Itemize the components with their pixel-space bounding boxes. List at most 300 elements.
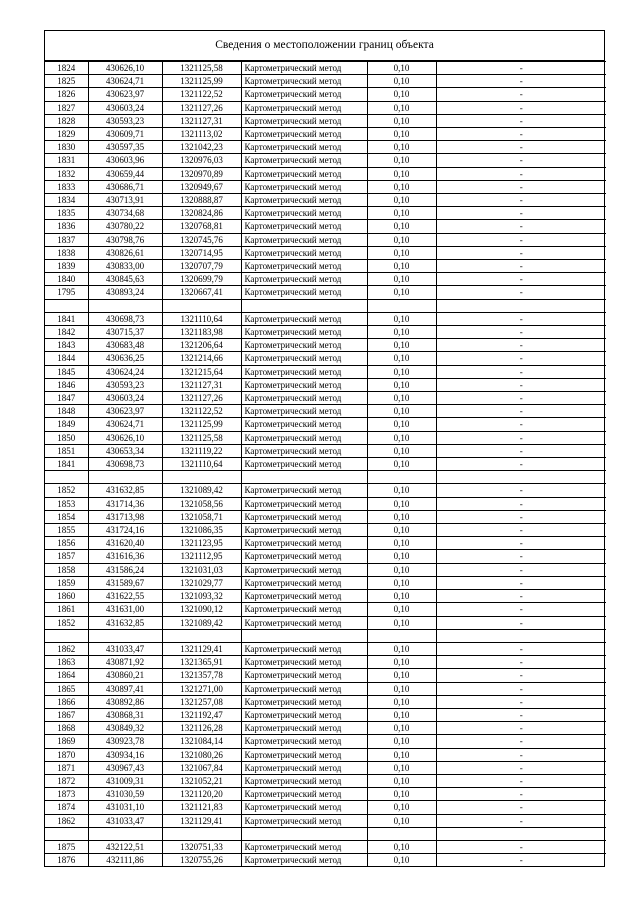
- y-coordinate: 1321214,66: [162, 352, 241, 365]
- empty-cell: [88, 827, 162, 840]
- point-number: 1870: [45, 748, 88, 761]
- point-number: 1848: [45, 405, 88, 418]
- y-coordinate: 1321113,02: [162, 128, 241, 141]
- precision-cell: 0,10: [367, 352, 436, 365]
- table-row: [45, 669, 606, 682]
- precision-cell: 0,10: [367, 563, 436, 576]
- precision-cell: 0,10: [367, 444, 436, 457]
- description-cell: -: [436, 365, 606, 378]
- y-coordinate: 1321127,31: [162, 378, 241, 391]
- point-number: 1839: [45, 260, 88, 273]
- x-coordinate: 430713,91: [88, 194, 162, 207]
- method-cell: Картометрический метод: [241, 167, 367, 180]
- point-number: 1841: [45, 458, 88, 471]
- x-coordinate: 430593,23: [88, 378, 162, 391]
- method-cell: Картометрический метод: [241, 840, 367, 853]
- precision-cell: 0,10: [367, 616, 436, 629]
- description-cell: -: [436, 510, 606, 523]
- empty-cell: [45, 471, 88, 484]
- table-row: [45, 788, 606, 801]
- table-row: [45, 418, 606, 431]
- x-coordinate: 430923,78: [88, 735, 162, 748]
- x-coordinate: 430967,43: [88, 761, 162, 774]
- table-row: [45, 233, 606, 246]
- empty-cell: [367, 629, 436, 642]
- description-cell: -: [436, 563, 606, 576]
- precision-cell: 0,10: [367, 484, 436, 497]
- method-cell: Картометрический метод: [241, 563, 367, 576]
- description-cell: -: [436, 220, 606, 233]
- y-coordinate: 1321110,64: [162, 458, 241, 471]
- method-cell: Картометрический метод: [241, 194, 367, 207]
- y-coordinate: 1321119,22: [162, 444, 241, 457]
- description-cell: -: [436, 418, 606, 431]
- description-cell: -: [436, 75, 606, 88]
- method-cell: Картометрический метод: [241, 669, 367, 682]
- empty-cell: [367, 299, 436, 312]
- y-coordinate: 1321122,52: [162, 405, 241, 418]
- method-cell: Картометрический метод: [241, 590, 367, 603]
- precision-cell: 0,10: [367, 642, 436, 655]
- y-coordinate: 1321121,83: [162, 801, 241, 814]
- precision-cell: 0,10: [367, 101, 436, 114]
- precision-cell: 0,10: [367, 656, 436, 669]
- precision-cell: 0,10: [367, 128, 436, 141]
- precision-cell: 0,10: [367, 220, 436, 233]
- x-coordinate: 430683,48: [88, 339, 162, 352]
- y-coordinate: 1321029,77: [162, 576, 241, 589]
- y-coordinate: 1320751,33: [162, 840, 241, 853]
- y-coordinate: 1321120,20: [162, 788, 241, 801]
- point-number: 1840: [45, 273, 88, 286]
- description-cell: -: [436, 207, 606, 220]
- method-cell: Картометрический метод: [241, 180, 367, 193]
- y-coordinate: 1321129,41: [162, 814, 241, 827]
- y-coordinate: 1320745,76: [162, 233, 241, 246]
- description-cell: -: [436, 484, 606, 497]
- empty-cell: [367, 827, 436, 840]
- precision-cell: 0,10: [367, 854, 436, 867]
- description-cell: -: [436, 722, 606, 735]
- precision-cell: 0,10: [367, 458, 436, 471]
- method-cell: Картометрический метод: [241, 418, 367, 431]
- precision-cell: 0,10: [367, 840, 436, 853]
- method-cell: Картометрический метод: [241, 576, 367, 589]
- precision-cell: 0,10: [367, 603, 436, 616]
- y-coordinate: 1320888,87: [162, 194, 241, 207]
- y-coordinate: 1321123,95: [162, 537, 241, 550]
- precision-cell: 0,10: [367, 392, 436, 405]
- method-cell: Картометрический метод: [241, 62, 367, 75]
- precision-cell: 0,10: [367, 339, 436, 352]
- table-row: [45, 260, 606, 273]
- precision-cell: 0,10: [367, 75, 436, 88]
- table-row: [45, 392, 606, 405]
- x-coordinate: 430597,35: [88, 141, 162, 154]
- y-coordinate: 1321031,03: [162, 563, 241, 576]
- description-cell: -: [436, 761, 606, 774]
- table-row: [45, 180, 606, 193]
- x-coordinate: 430636,25: [88, 352, 162, 365]
- description-cell: -: [436, 537, 606, 550]
- method-cell: Картометрический метод: [241, 431, 367, 444]
- x-coordinate: 432122,51: [88, 840, 162, 853]
- precision-cell: 0,10: [367, 207, 436, 220]
- group-separator-row: [45, 629, 606, 642]
- empty-cell: [88, 299, 162, 312]
- point-number: 1851: [45, 444, 88, 457]
- precision-cell: 0,10: [367, 180, 436, 193]
- point-number: 1843: [45, 339, 88, 352]
- x-coordinate: 430698,73: [88, 312, 162, 325]
- y-coordinate: 1320714,95: [162, 246, 241, 259]
- y-coordinate: 1321365,91: [162, 656, 241, 669]
- y-coordinate: 1320824,86: [162, 207, 241, 220]
- method-cell: Картометрический метод: [241, 88, 367, 101]
- table-row: [45, 405, 606, 418]
- method-cell: Картометрический метод: [241, 141, 367, 154]
- method-cell: Картометрический метод: [241, 326, 367, 339]
- point-number: 1876: [45, 854, 88, 867]
- y-coordinate: 1321257,08: [162, 695, 241, 708]
- empty-cell: [436, 629, 606, 642]
- point-number: 1832: [45, 167, 88, 180]
- point-number: 1830: [45, 141, 88, 154]
- y-coordinate: 1321125,99: [162, 418, 241, 431]
- table-row: [45, 101, 606, 114]
- method-cell: Картометрический метод: [241, 550, 367, 563]
- description-cell: -: [436, 497, 606, 510]
- description-cell: -: [436, 128, 606, 141]
- description-cell: -: [436, 339, 606, 352]
- description-cell: -: [436, 194, 606, 207]
- table-row: [45, 273, 606, 286]
- x-coordinate: 431724,16: [88, 524, 162, 537]
- x-coordinate: 430624,71: [88, 75, 162, 88]
- x-coordinate: 431616,36: [88, 550, 162, 563]
- point-number: 1824: [45, 62, 88, 75]
- table-row: [45, 801, 606, 814]
- y-coordinate: 1321129,41: [162, 642, 241, 655]
- description-cell: -: [436, 286, 606, 299]
- x-coordinate: 431632,85: [88, 616, 162, 629]
- method-cell: Картометрический метод: [241, 286, 367, 299]
- y-coordinate: 1321067,84: [162, 761, 241, 774]
- empty-cell: [241, 629, 367, 642]
- table-row: [45, 141, 606, 154]
- y-coordinate: 1321058,71: [162, 510, 241, 523]
- x-coordinate: 430868,31: [88, 708, 162, 721]
- point-number: 1850: [45, 431, 88, 444]
- y-coordinate: 1321125,58: [162, 431, 241, 444]
- x-coordinate: 431622,55: [88, 590, 162, 603]
- method-cell: Картометрический метод: [241, 603, 367, 616]
- table-row: [45, 62, 606, 75]
- point-number: 1826: [45, 88, 88, 101]
- point-number: 1831: [45, 154, 88, 167]
- point-number: 1836: [45, 220, 88, 233]
- x-coordinate: 430849,32: [88, 722, 162, 735]
- precision-cell: 0,10: [367, 774, 436, 787]
- precision-cell: 0,10: [367, 167, 436, 180]
- x-coordinate: 430593,23: [88, 114, 162, 127]
- method-cell: Картометрический метод: [241, 246, 367, 259]
- description-cell: -: [436, 312, 606, 325]
- point-number: 1835: [45, 207, 88, 220]
- y-coordinate: 1321089,42: [162, 484, 241, 497]
- y-coordinate: 1321183,98: [162, 326, 241, 339]
- description-cell: -: [436, 458, 606, 471]
- method-cell: Картометрический метод: [241, 378, 367, 391]
- method-cell: Картометрический метод: [241, 814, 367, 827]
- precision-cell: 0,10: [367, 708, 436, 721]
- table-row: [45, 352, 606, 365]
- description-cell: -: [436, 431, 606, 444]
- table-row: [45, 603, 606, 616]
- point-number: 1857: [45, 550, 88, 563]
- description-cell: -: [436, 392, 606, 405]
- x-coordinate: 430624,24: [88, 365, 162, 378]
- x-coordinate: 430609,71: [88, 128, 162, 141]
- x-coordinate: 430860,21: [88, 669, 162, 682]
- precision-cell: 0,10: [367, 312, 436, 325]
- method-cell: Картометрический метод: [241, 695, 367, 708]
- y-coordinate: 1321206,64: [162, 339, 241, 352]
- method-cell: Картометрический метод: [241, 708, 367, 721]
- coordinates-sheet: [44, 30, 605, 867]
- precision-cell: 0,10: [367, 431, 436, 444]
- empty-cell: [162, 471, 241, 484]
- table-row: [45, 497, 606, 510]
- sheet-title: Сведения о местоположении границ объекта: [45, 31, 604, 61]
- point-number: 1869: [45, 735, 88, 748]
- method-cell: Картометрический метод: [241, 444, 367, 457]
- method-cell: Картометрический метод: [241, 682, 367, 695]
- description-cell: -: [436, 788, 606, 801]
- table-row: [45, 378, 606, 391]
- table-row: [45, 524, 606, 537]
- y-coordinate: 1321093,32: [162, 590, 241, 603]
- description-cell: -: [436, 854, 606, 867]
- method-cell: Картометрический метод: [241, 774, 367, 787]
- method-cell: Картометрический метод: [241, 761, 367, 774]
- method-cell: Картометрический метод: [241, 312, 367, 325]
- y-coordinate: 1320707,79: [162, 260, 241, 273]
- precision-cell: 0,10: [367, 761, 436, 774]
- precision-cell: 0,10: [367, 735, 436, 748]
- point-number: 1852: [45, 616, 88, 629]
- point-number: 1872: [45, 774, 88, 787]
- point-number: 1845: [45, 365, 88, 378]
- y-coordinate: 1321127,26: [162, 392, 241, 405]
- point-number: 1829: [45, 128, 88, 141]
- y-coordinate: 1321086,35: [162, 524, 241, 537]
- table-row: [45, 735, 606, 748]
- description-cell: -: [436, 114, 606, 127]
- empty-cell: [45, 629, 88, 642]
- x-coordinate: 430892,86: [88, 695, 162, 708]
- point-number: 1854: [45, 510, 88, 523]
- precision-cell: 0,10: [367, 260, 436, 273]
- point-number: 1871: [45, 761, 88, 774]
- empty-cell: [241, 827, 367, 840]
- point-number: 1859: [45, 576, 88, 589]
- x-coordinate: 430833,00: [88, 260, 162, 273]
- x-coordinate: 430603,24: [88, 101, 162, 114]
- table-row: [45, 840, 606, 853]
- method-cell: Картометрический метод: [241, 801, 367, 814]
- point-number: 1865: [45, 682, 88, 695]
- point-number: 1842: [45, 326, 88, 339]
- precision-cell: 0,10: [367, 524, 436, 537]
- method-cell: Картометрический метод: [241, 207, 367, 220]
- description-cell: -: [436, 695, 606, 708]
- description-cell: -: [436, 180, 606, 193]
- table-row: [45, 510, 606, 523]
- table-row: [45, 484, 606, 497]
- table-row: [45, 774, 606, 787]
- table-row: [45, 708, 606, 721]
- group-separator-row: [45, 827, 606, 840]
- method-cell: Картометрический метод: [241, 484, 367, 497]
- description-cell: -: [436, 524, 606, 537]
- y-coordinate: 1321080,26: [162, 748, 241, 761]
- description-cell: -: [436, 840, 606, 853]
- empty-cell: [367, 471, 436, 484]
- table-row: [45, 431, 606, 444]
- method-cell: Картометрический метод: [241, 458, 367, 471]
- point-number: 1866: [45, 695, 88, 708]
- method-cell: Картометрический метод: [241, 392, 367, 405]
- precision-cell: 0,10: [367, 273, 436, 286]
- empty-cell: [436, 471, 606, 484]
- method-cell: Картометрический метод: [241, 101, 367, 114]
- x-coordinate: 430626,10: [88, 62, 162, 75]
- x-coordinate: 430653,34: [88, 444, 162, 457]
- point-number: 1855: [45, 524, 88, 537]
- table-row: [45, 339, 606, 352]
- method-cell: Картометрический метод: [241, 128, 367, 141]
- empty-cell: [241, 471, 367, 484]
- x-coordinate: 430734,68: [88, 207, 162, 220]
- table-row: [45, 194, 606, 207]
- y-coordinate: 1320699,79: [162, 273, 241, 286]
- x-coordinate: 430623,97: [88, 88, 162, 101]
- precision-cell: 0,10: [367, 233, 436, 246]
- method-cell: Картометрический метод: [241, 352, 367, 365]
- precision-cell: 0,10: [367, 576, 436, 589]
- table-row: [45, 458, 606, 471]
- y-coordinate: 1321112,95: [162, 550, 241, 563]
- table-row: [45, 207, 606, 220]
- table-row: [45, 695, 606, 708]
- x-coordinate: 430780,22: [88, 220, 162, 233]
- y-coordinate: 1321215,64: [162, 365, 241, 378]
- precision-cell: 0,10: [367, 788, 436, 801]
- description-cell: -: [436, 378, 606, 391]
- precision-cell: 0,10: [367, 378, 436, 391]
- description-cell: -: [436, 101, 606, 114]
- empty-cell: [162, 629, 241, 642]
- table-row: [45, 75, 606, 88]
- empty-cell: [436, 299, 606, 312]
- x-coordinate: 431620,40: [88, 537, 162, 550]
- method-cell: Картометрический метод: [241, 722, 367, 735]
- table-row: [45, 814, 606, 827]
- description-cell: -: [436, 233, 606, 246]
- y-coordinate: 1321089,42: [162, 616, 241, 629]
- method-cell: Картометрический метод: [241, 75, 367, 88]
- description-cell: -: [436, 656, 606, 669]
- empty-cell: [88, 629, 162, 642]
- method-cell: Картометрический метод: [241, 524, 367, 537]
- point-number: 1844: [45, 352, 88, 365]
- y-coordinate: 1320949,67: [162, 180, 241, 193]
- description-cell: -: [436, 62, 606, 75]
- x-coordinate: 430934,16: [88, 748, 162, 761]
- method-cell: Картометрический метод: [241, 154, 367, 167]
- y-coordinate: 1320970,89: [162, 167, 241, 180]
- description-cell: -: [436, 550, 606, 563]
- y-coordinate: 1321052,21: [162, 774, 241, 787]
- x-coordinate: 430715,37: [88, 326, 162, 339]
- x-coordinate: 430893,24: [88, 286, 162, 299]
- method-cell: Картометрический метод: [241, 537, 367, 550]
- y-coordinate: 1321357,78: [162, 669, 241, 682]
- method-cell: Картометрический метод: [241, 748, 367, 761]
- x-coordinate: 431589,67: [88, 576, 162, 589]
- description-cell: -: [436, 246, 606, 259]
- table-row: [45, 656, 606, 669]
- table-row: [45, 444, 606, 457]
- y-coordinate: 1321042,23: [162, 141, 241, 154]
- x-coordinate: 431632,85: [88, 484, 162, 497]
- description-cell: -: [436, 576, 606, 589]
- point-number: 1828: [45, 114, 88, 127]
- table-row: [45, 365, 606, 378]
- point-number: 1841: [45, 312, 88, 325]
- table-row: [45, 642, 606, 655]
- empty-cell: [436, 827, 606, 840]
- x-coordinate: 431033,47: [88, 814, 162, 827]
- precision-cell: 0,10: [367, 141, 436, 154]
- description-cell: -: [436, 88, 606, 101]
- x-coordinate: 431031,10: [88, 801, 162, 814]
- table-row: [45, 167, 606, 180]
- empty-cell: [88, 471, 162, 484]
- x-coordinate: 430826,61: [88, 246, 162, 259]
- x-coordinate: 430845,63: [88, 273, 162, 286]
- point-number: 1873: [45, 788, 88, 801]
- table-row: [45, 88, 606, 101]
- point-number: 1875: [45, 840, 88, 853]
- point-number: 1856: [45, 537, 88, 550]
- method-cell: Картометрический метод: [241, 273, 367, 286]
- point-number: 1846: [45, 378, 88, 391]
- group-separator-row: [45, 299, 606, 312]
- table-row: [45, 854, 606, 867]
- precision-cell: 0,10: [367, 246, 436, 259]
- table-row: [45, 246, 606, 259]
- description-cell: -: [436, 616, 606, 629]
- table-row: [45, 312, 606, 325]
- y-coordinate: 1321110,64: [162, 312, 241, 325]
- table-row: [45, 590, 606, 603]
- y-coordinate: 1321058,56: [162, 497, 241, 510]
- description-cell: -: [436, 682, 606, 695]
- y-coordinate: 1321122,52: [162, 88, 241, 101]
- method-cell: Картометрический метод: [241, 339, 367, 352]
